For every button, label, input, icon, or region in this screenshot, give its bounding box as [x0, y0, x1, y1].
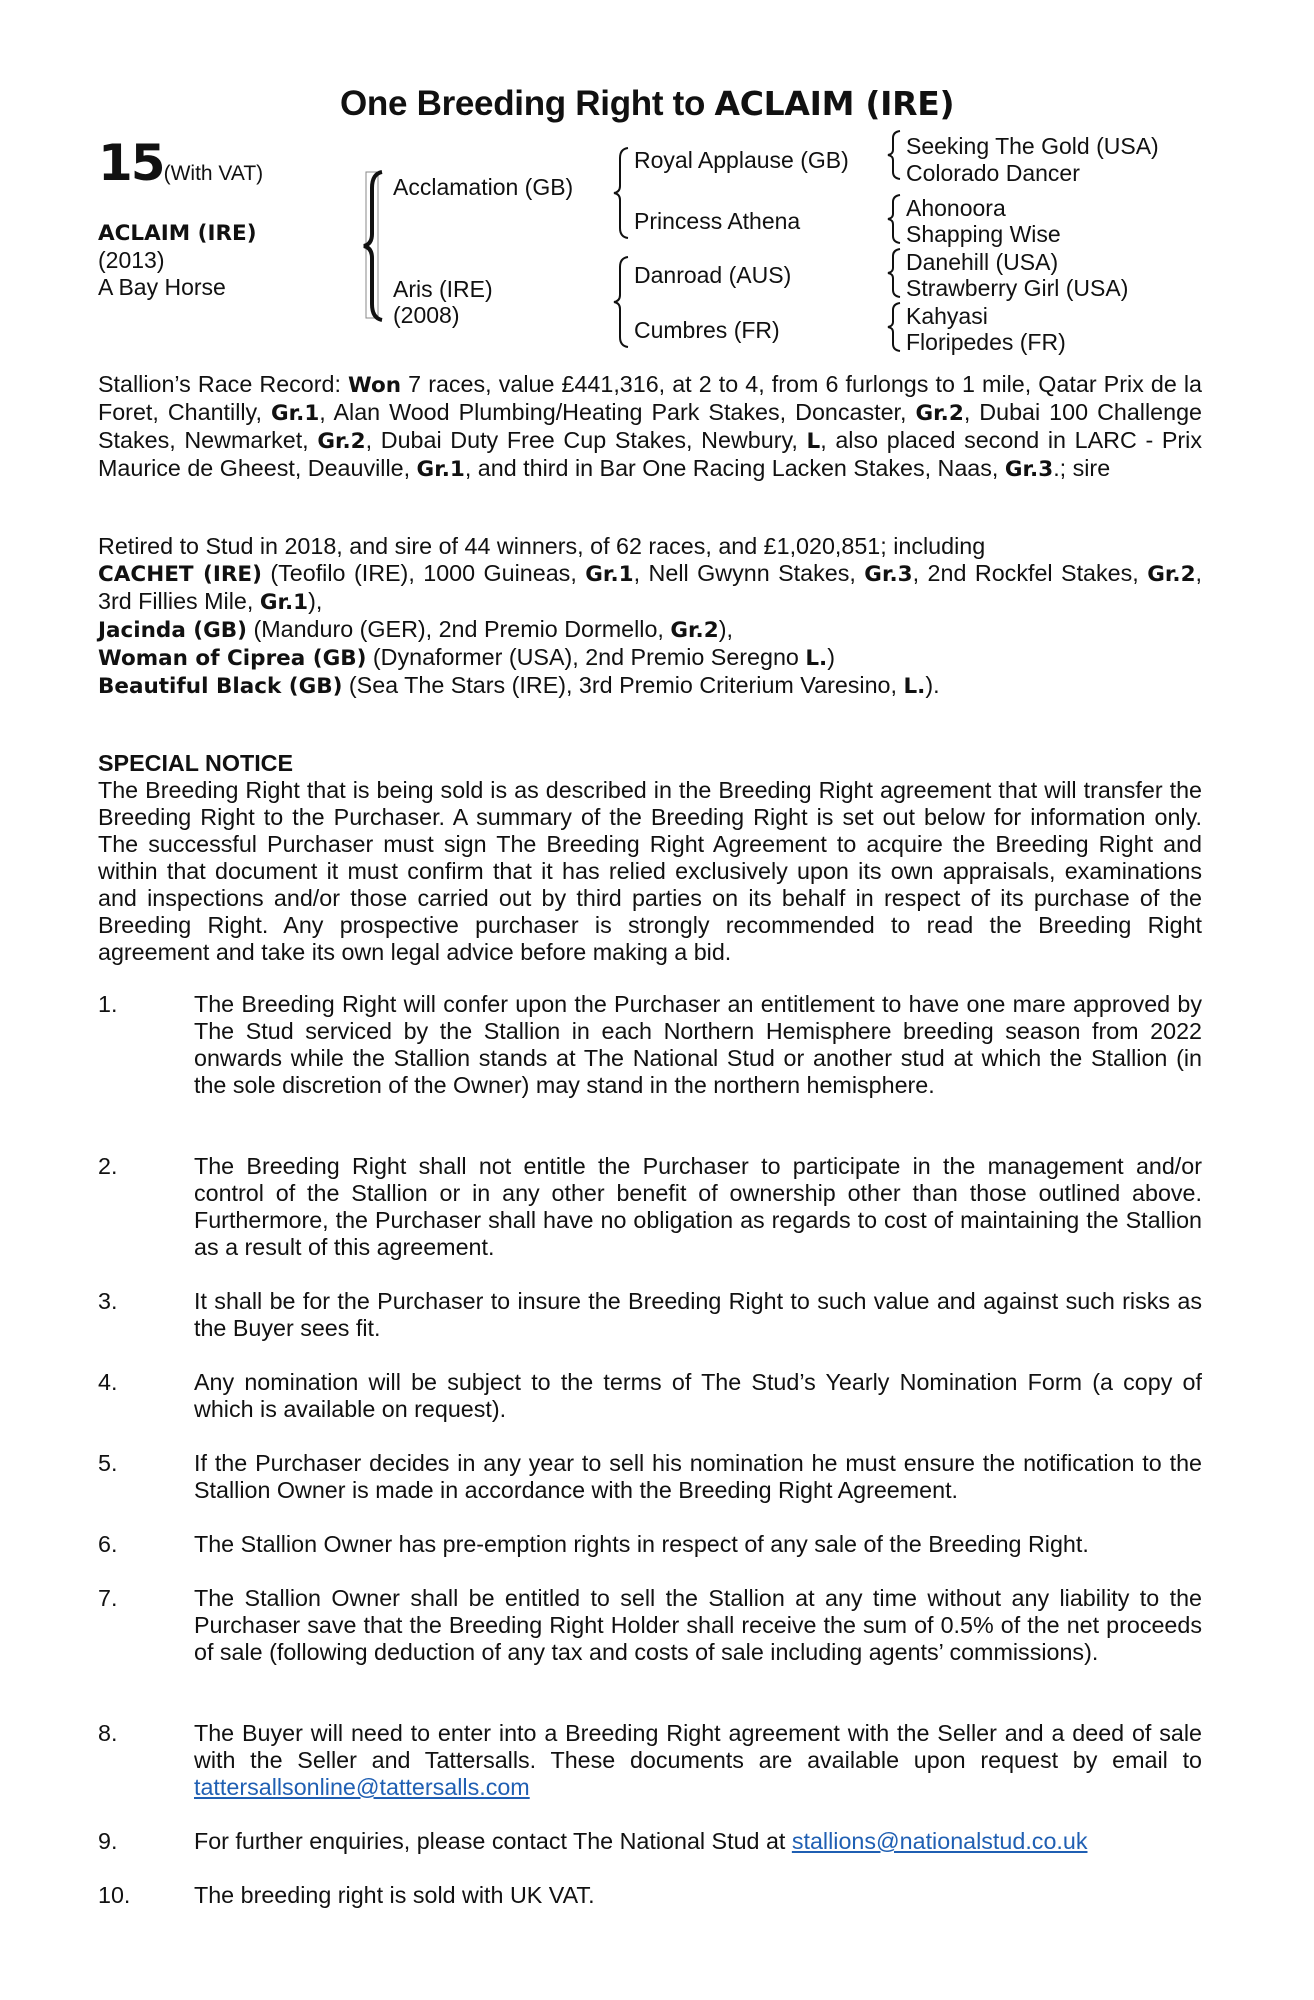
grade-label: Gr.3 — [864, 562, 913, 587]
race-record-text: , Dubai Duty Free Cup Stakes, Newbury, — [365, 427, 807, 453]
pedigree-brace-g3-1 — [886, 129, 904, 181]
term-number: 8. — [98, 1720, 118, 1746]
pedigree-brace-main — [360, 168, 390, 324]
progeny-item — [98, 560, 1202, 616]
vat-note: (With VAT) — [163, 162, 264, 185]
term-number: 6. — [98, 1531, 118, 1557]
pedigree-sire-dam: Princess Athena — [634, 208, 801, 234]
progeny-text: , 3rd Fillies Mile, — [98, 560, 1203, 614]
term-text: If the Purchaser decides in any year to sell his nomination he must ensure the notification to the Stallion Owner is made in accordance with the Breeding Right Agreement. — [194, 1450, 1202, 1503]
page-title — [340, 84, 980, 124]
pedigree-sire-sire: Royal Applause (GB) — [634, 147, 849, 173]
special-notice-paragraph: The Breeding Right that is being sold is as described in the Breeding Right agreement that will transfer the Breeding Right to the Purchaser. A summary of the Breeding Right is set out below for information only. The successful Purchaser must sign The Breeding Right Agreement to acquire the Breeding Right and within that document it must confirm that it has relied exclusively upon its own appraisals, examinations and inspections and/or those carried out by third parties on its behalf in respect of its purchase of the Breeding Right. Any prospective purchaser is strongly recommended to read the Breeding Right agreement and take its own legal advice before making a bid. — [98, 777, 1202, 965]
horse-info — [98, 220, 257, 301]
term-item — [98, 1828, 1202, 1855]
term-number: 1. — [98, 991, 118, 1017]
race-record — [98, 371, 1202, 483]
term-number: 5. — [98, 1450, 118, 1476]
term-text: The Breeding Right shall not entitle the Purchaser to participate in the management and/or control of the Stallion or in any other benefit of ownership other than those outlined above. Furthermore, the Purchaser shall have no obligation as regards to cost of maintaining the Stallion as a result of this agreement. — [194, 1153, 1202, 1260]
pedigree-dam-sire: Danroad (AUS) — [634, 262, 792, 288]
term-item — [98, 1153, 1202, 1261]
grade-label: Gr.1 — [416, 457, 465, 482]
progeny-text: (Manduro (GER), 2nd Premio Dormello, — [247, 616, 671, 642]
race-record-text: , Dubai 100 Challenge Stakes, Newmarket, — [98, 399, 1202, 453]
progeny-text: ), — [718, 616, 733, 642]
progeny-name: Jacinda (GB) — [98, 618, 247, 643]
term-text — [194, 1720, 1202, 1801]
term-number: 7. — [98, 1585, 118, 1611]
grade-label: Gr.2 — [1147, 562, 1196, 587]
national-stud-email-link[interactable]: stallions@nationalstud.co.uk — [791, 1828, 1088, 1854]
race-record-text: 7 races, value £441,316, at 2 to 4, from 6 furlongs to 1 mile, Qatar Prix de la Foret, Chantilly, — [98, 371, 1202, 425]
pedigree-dam-dam: Cumbres (FR) — [634, 317, 780, 343]
grade-label: Gr.2 — [915, 401, 964, 426]
lot-number-block — [98, 134, 264, 192]
term-item — [98, 991, 1202, 1099]
term-number: 10. — [98, 1882, 131, 1908]
progeny-text: (Sea The Stars (IRE), 3rd Premio Criterium Varesino, — [342, 672, 904, 698]
term-text: The breeding right is sold with UK VAT. — [194, 1882, 595, 1908]
pedigree-dam-year: (2008) — [393, 302, 460, 328]
grade-label: L. — [903, 674, 926, 699]
stud-record-intro: Retired to Stud in 2018, and sire of 44 winners, of 62 races, and £1,020,851; including — [98, 533, 986, 559]
term-text: The Stallion Owner has pre-emption rights in respect of any sale of the Breeding Right. — [194, 1531, 1089, 1557]
pedigree-brace-dam — [612, 255, 632, 349]
grade-label: L. — [805, 646, 828, 671]
pedigree-g3-1: Seeking The Gold (USA) — [906, 133, 1159, 159]
pedigree-g3-5: Danehill (USA) — [906, 249, 1059, 275]
progeny-name: CACHET (IRE) — [98, 562, 262, 587]
pedigree-brace-g3-3 — [886, 247, 904, 299]
pedigree-g3-2: Colorado Dancer — [906, 160, 1080, 186]
pedigree-g3-4: Shapping Wise — [906, 221, 1061, 247]
progeny-text: ). — [925, 672, 940, 698]
term-text: The Breeding Right will confer upon the Purchaser an entitlement to have one mare approved by The Stud serviced by the Stallion in each Northern Hemisphere breeding season from 2022 onwards while the Stallion stands at The National Stud or another stud at which the Stallion (in the sole discretion of the Owner) may stand in the northern hemisphere. — [194, 991, 1202, 1098]
race-record-text: , also placed second in LARC - Prix Maurice de Gheest, Deauville, — [98, 427, 1202, 481]
term-text: Any nomination will be subject to the terms of The Stud’s Yearly Nomination Form (a copy of which is available on request). — [194, 1369, 1202, 1422]
progeny-text: , Nell Gwynn Stakes, — [633, 560, 865, 586]
progeny-name: Beautiful Black (GB) — [98, 674, 343, 699]
grade-label: Gr.2 — [317, 429, 366, 454]
term-item — [98, 1450, 1202, 1504]
pedigree-g3-6: Strawberry Girl (USA) — [906, 275, 1129, 301]
progeny-text: (Teofilo (IRE), 1000 Guineas, — [261, 560, 586, 586]
pedigree-brace-sire — [612, 146, 632, 240]
term-number: 3. — [98, 1288, 118, 1314]
pedigree-g3-8: Floripedes (FR) — [906, 329, 1066, 355]
grade-label: Gr.1 — [270, 401, 320, 426]
term-number: 4. — [98, 1369, 118, 1395]
term-text-content: The Buyer will need to enter into a Breeding Right agreement with the Seller and a deed of sale with the Seller and Tattersalls. These documents are available upon request by email to — [194, 1720, 1202, 1773]
grade-label: Gr.1 — [259, 590, 309, 615]
grade-label: L — [806, 429, 821, 454]
grade-label: Gr.3 — [1004, 457, 1054, 482]
page-title-prefix: One Breeding Right to — [340, 84, 715, 123]
special-notice-title: SPECIAL NOTICE — [98, 750, 294, 776]
term-item — [98, 1369, 1202, 1423]
horse-description: A Bay Horse — [98, 274, 226, 300]
pedigree-dam: Aris (IRE) — [393, 276, 493, 302]
pedigree-g3-3: Ahonoora — [906, 195, 1006, 221]
progeny-item — [98, 616, 1202, 644]
horse-name: ACLAIM (IRE) — [98, 221, 257, 246]
grade-label: Gr.2 — [670, 618, 719, 643]
progeny-text: ), — [308, 588, 323, 614]
race-record-label: Stallion’s Race Record: — [98, 371, 349, 397]
tattersalls-email-link[interactable]: tattersallsonline@tattersalls.com — [194, 1774, 530, 1800]
progeny-text: ) — [827, 644, 835, 670]
progeny-text: , 2nd Rockfel Stakes, — [912, 560, 1148, 586]
pedigree-sire: Acclamation (GB) — [393, 174, 574, 200]
grade-label: Gr.1 — [585, 562, 634, 587]
horse-year: (2013) — [98, 247, 165, 273]
stud-record — [98, 533, 1202, 700]
term-text: It shall be for the Purchaser to insure the Breeding Right to such value and against such risks as the Buyer sees fit. — [194, 1288, 1202, 1341]
race-record-won: Won — [348, 373, 402, 398]
pedigree-brace-g3-4 — [886, 301, 904, 353]
progeny-text: (Dynaformer (USA), 2nd Premio Seregno — [366, 644, 806, 670]
term-item — [98, 1720, 1202, 1801]
term-text-content: For further enquiries, please contact The National Stud at — [194, 1828, 792, 1854]
progeny-name: Woman of Ciprea (GB) — [98, 646, 367, 671]
race-record-text: , and third in Bar One Racing Lacken Stakes, Naas, — [464, 455, 1005, 481]
term-item — [98, 1531, 1202, 1558]
progeny-item — [98, 672, 1202, 700]
term-text — [194, 1828, 1202, 1855]
pedigree-brace-g3-2 — [886, 193, 904, 245]
lot-number: 15 — [98, 134, 164, 192]
race-record-text: .; sire — [1053, 455, 1111, 481]
term-number: 9. — [98, 1828, 118, 1854]
race-record-text: , Alan Wood Plumbing/Heating Park Stakes, Doncaster, — [319, 399, 916, 425]
pedigree-g3-7: Kahyasi — [906, 303, 988, 329]
term-item — [98, 1288, 1202, 1342]
progeny-item — [98, 644, 1202, 672]
term-text: The Stallion Owner shall be entitled to sell the Stallion at any time without any liability to the Purchaser save that the Breeding Right Holder shall receive the sum of 0.5% of the net proceeds of sale (following deduction of any tax and costs of sale including agents’ commissions). — [194, 1585, 1202, 1665]
page-title-horse: ACLAIM (IRE) — [714, 84, 955, 123]
term-number: 2. — [98, 1153, 118, 1179]
term-item — [98, 1585, 1202, 1666]
term-item — [98, 1882, 1202, 1909]
